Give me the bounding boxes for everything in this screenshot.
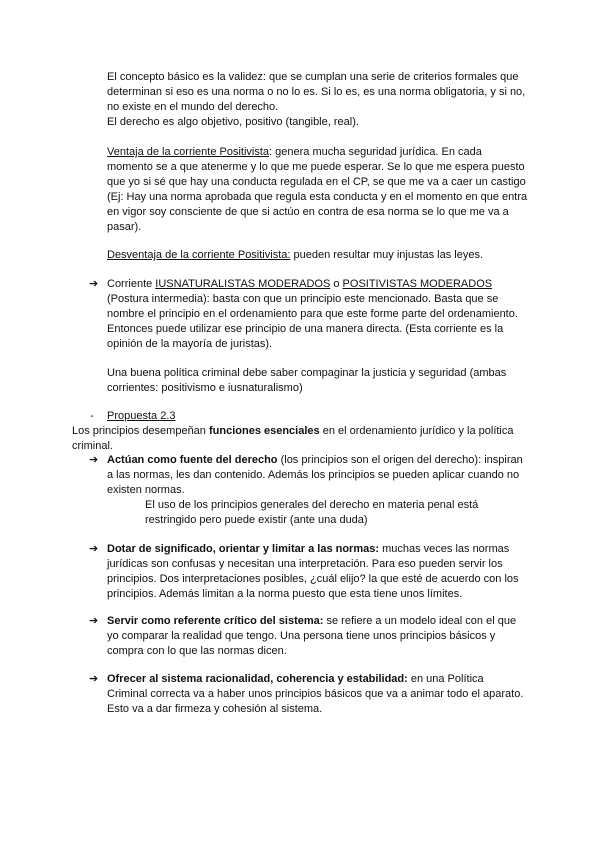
intro-text-2: El derecho es algo objetivo, positivo (tangible, real). [107,116,359,128]
desventaja-text: pueden resultar muy injustas las leyes. [290,249,484,261]
list-item [107,542,529,602]
intro-text: El concepto básico es la validez: que se cumplan una serie de criterios formales que determinan si eso es una norma o no lo es. Si lo es, es una norma obligatoria, y si no, no existe en el mundo del derecho. [107,71,526,113]
desventaja-paragraph [107,248,527,263]
principios-bold: funciones esenciales [208,425,320,437]
item-title: Ofrecer al sistema racionalidad, coherencia y estabilidad: [107,673,408,685]
desventaja-label: Desventaja de la corriente Positivista: [107,249,291,261]
dash-bullet: - [90,410,94,422]
item-text: en una Política Criminal correcta va a haber unos principios básicos que va a animar todo el aparato. Esto va a dar firmeza y cohesión al sistema. [107,673,524,715]
arrow-bullet-icon: ➔ [89,615,99,627]
politica-text: Una buena política criminal debe saber compaginar la justicia y seguridad (ambas corrientes: positivismo e iusnaturalismo) [107,367,507,394]
arrow-bullet-icon: ➔ [89,278,99,290]
propuesta-title [107,409,176,424]
list-item [107,453,527,498]
corriente-post: (Postura intermedia): basta con que un principio este mencionado. Basta que se nombre el principio en el ordenamiento para que este forme parte del ordenamiento. Entonces puede utilizar ese principio de una manera directa. (Esta corriente es la opinión de la mayoría de juristas). [107,293,518,350]
corriente-mid: o [330,278,343,290]
principios-pre: Los principios desempeñan [72,425,209,437]
ventaja-text: : genera mucha seguridad jurídica. En cada momento se a que atenerme y lo que me puede esperar. Se lo que me espera puesto que yo si sé que hay una conducta regulada en el CP, se que me va a caer un castigo (Ej: Hay una norma aprobada que regula esta conducta y en el momento en que entra en vigor soy consciente de que si actúo en contra de esa norma se lo que me va a pasar). [107,146,528,233]
item-title: Servir como referente crítico del sistema: [107,615,324,627]
corriente-term2: POSITIVISTAS MODERADOS [342,278,493,290]
intro-paragraph [107,70,527,130]
list-item [107,614,529,659]
corriente-term1: IUSNATURALISTAS MODERADOS [155,278,331,290]
list-item [107,672,527,717]
ventaja-label: Ventaja de la corriente Positivista [107,146,270,158]
arrow-bullet-icon: ➔ [89,673,99,685]
item-title: Dotar de significado, orientar y limitar a las normas: [107,543,380,555]
arrow-bullet-icon: ➔ [89,454,99,466]
corriente-paragraph [107,277,529,352]
politica-paragraph [107,366,527,396]
item-title: Actúan como fuente del derecho [107,454,278,466]
ventaja-paragraph [107,145,529,235]
corriente-pre: Corriente [107,278,156,290]
item-text: muchas veces las normas jurídicas son confusas y necesitan una interpretación. Para eso pueden servir los principios. Dos interpretaciones posibles, ¿cuál elijo? la que esté de acuerdo con los principios. Además limitan a la norma puesto que esta tiene unos límites. [107,543,519,600]
item-text: se refiere a un modelo ideal con el que yo comparar la realidad que tengo. Una persona tiene unos principios básicos y compra con lo que las normas dicen. [107,615,517,657]
sub-paragraph [145,498,525,528]
item-text: (los principios son el origen del derecho): inspiran a las normas, les dan contenido. Además los principios se pueden aplicar cuando no existen normas. [107,454,523,496]
sub-text: El uso de los principios generales del derecho en materia penal está restringido pero puede existir (ante una duda) [145,499,479,526]
principios-paragraph [72,424,530,454]
propuesta-title-text: Propuesta 2.3 [107,410,176,422]
arrow-bullet-icon: ➔ [89,543,99,555]
principios-post: en el ordenamiento jurídico y la política criminal. [72,425,514,452]
